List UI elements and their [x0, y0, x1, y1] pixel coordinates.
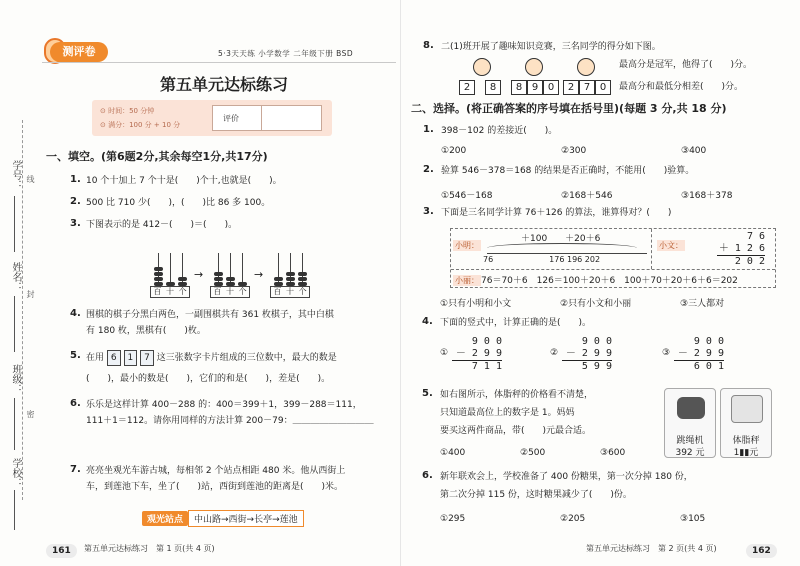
c5-option-1[interactable]: ①400 [440, 448, 466, 458]
scale-icon [731, 395, 763, 423]
student-id-label: 学号： [10, 160, 21, 190]
product-jump-rope [664, 388, 716, 458]
c5-line3: 要买这两件商品，带( )元最合适。 [440, 426, 592, 436]
school-label: 学校： [10, 458, 21, 488]
abacus-1-hundreds: 百 [153, 287, 162, 296]
q6-number: 6. [70, 398, 81, 409]
abacus-2-tens: 十 [225, 287, 234, 296]
q8-line2: 最高分是冠军，他得了( )分。 [619, 60, 753, 70]
class-field[interactable] [14, 398, 15, 450]
xiaoli-method: 小丽： 76＝70＋6 126＝100＋20＋6 100＋70＋20＋6＋6＝202 [455, 276, 738, 286]
xiaowen-label: 小文： [659, 241, 683, 250]
xiaoming-ticks: 76 176 196 202 [483, 255, 601, 264]
product-body-scale [720, 388, 772, 458]
q4-line2: 有 180 枚，黑棋有( )枚。 [86, 326, 206, 336]
abacus-1-tens: 十 [165, 287, 174, 296]
q5-line2: ( )，最小的数是( )，它们的和是( )，差是( )。 [86, 374, 331, 384]
q5-number: 5. [70, 350, 81, 361]
arrow-icon: → [194, 268, 204, 281]
c6-line1: 新年联欢会上，学校准备了 400 份糖果，第一次分掉 180 份， [440, 472, 693, 482]
c3-number: 3. [423, 206, 434, 217]
page-number-left: 161 [46, 544, 77, 558]
product-price: 392 元 [675, 448, 705, 458]
route-sign [142, 510, 304, 527]
school-field[interactable] [14, 490, 15, 530]
score-digit: 2 [563, 80, 579, 95]
c1-option-1[interactable]: ①200 [441, 146, 467, 156]
c5-option-2[interactable]: ②500 [520, 448, 546, 458]
q5-line1 [86, 350, 337, 366]
abacus-2 [210, 240, 250, 298]
c5-option-3[interactable]: ③600 [600, 448, 626, 458]
evaluation-label: 评价 [223, 114, 239, 123]
evaluation-box[interactable] [212, 105, 322, 131]
footer-left: 第五单元达标练习 第 1 页(共 4 页) [84, 544, 215, 553]
evaluation-divider [261, 106, 262, 130]
name-label: 姓名： [10, 262, 21, 292]
c6-option-2[interactable]: ②205 [560, 514, 586, 524]
c2-option-3[interactable]: ③168＋378 [681, 191, 733, 201]
c1-number: 1. [423, 124, 434, 135]
c6-line2: 第二次分掉 115 份，这时糖果减少了( )份。 [440, 490, 632, 500]
xiaoming-jumps: ＋100 ＋20＋6 [521, 234, 601, 244]
seal-mark-line: 线 [26, 175, 35, 183]
product-name: 体脂秤 [732, 436, 760, 446]
product-price: 1▮▮元 [733, 448, 759, 458]
score-digit: 8 [485, 80, 501, 95]
c6-option-3[interactable]: ③105 [680, 514, 706, 524]
c4-vertical-2: 9 0 0 － 2 9 9 5 9 9 [562, 336, 612, 373]
c3-option-3[interactable]: ③三人都对 [680, 299, 725, 309]
seal-mark-secret: 密 [26, 410, 35, 418]
c2-number: 2. [423, 164, 434, 175]
product-name: 跳绳机 [676, 436, 704, 446]
score-digit: 8 [511, 80, 527, 95]
q6-line1: 乐乐是这样计算 400－288 的：400＝399＋1，399－288＝111， [86, 400, 362, 410]
q5-suffix: 这三张数字卡片组成的三位数中，最大的数是 [156, 353, 337, 363]
arrow-icon: → [254, 268, 264, 281]
c2-text: 验算 546－378＝168 的结果是否正确时，不能用( )验算。 [441, 166, 695, 176]
abacus-3-ones: 个 [298, 287, 307, 296]
abacus-3-tens: 十 [285, 287, 294, 296]
score-digit: 0 [543, 80, 559, 95]
route-tag: 观光站点 [142, 511, 188, 526]
digit-card-1: 1 [124, 350, 138, 366]
test-badge: 测评卷 [50, 42, 108, 62]
abacus-2-ones: 个 [238, 287, 247, 296]
jump-rope-machine-icon [677, 397, 705, 419]
c2-option-2[interactable]: ②168＋546 [561, 191, 613, 201]
q4-number: 4. [70, 308, 81, 319]
c4-option-1-label[interactable]: ① [440, 348, 449, 358]
c4-option-2-label[interactable]: ② [550, 348, 559, 358]
q1-text: 10 个十加上 7 个十是( )个十,也就是( )。 [86, 176, 282, 186]
c5-line2: 只知道最高位上的数字是 1。妈妈 [440, 408, 575, 418]
c4-text: 下面的竖式中，计算正确的是( )。 [440, 318, 592, 328]
q2-number: 2. [70, 196, 81, 207]
c5-line1: 如右图所示，体脂秤的价格看不清楚， [440, 390, 594, 400]
c1-option-2[interactable]: ②300 [561, 146, 587, 156]
c4-option-3-label[interactable]: ③ [662, 348, 671, 358]
c4-vertical-3: 9 0 0 － 2 9 9 6 0 1 [674, 336, 724, 373]
score-digit: 2 [459, 80, 475, 95]
score-digit: 0 [595, 80, 611, 95]
score-digit: 9 [527, 80, 543, 95]
footer-right: 第五单元达标练习 第 2 页(共 4 页) [586, 544, 717, 553]
c6-option-1[interactable]: ①295 [440, 514, 466, 524]
q2-text: 500 比 710 少( )，( )比 86 多 100。 [86, 198, 271, 208]
header-rule [42, 62, 396, 63]
c1-option-3[interactable]: ③400 [681, 146, 707, 156]
page-number-right: 162 [746, 544, 777, 558]
c2-option-1[interactable]: ①546－168 [441, 191, 493, 201]
abacus-3-hundreds: 百 [273, 287, 282, 296]
q7-number: 7. [70, 464, 81, 475]
name-field[interactable] [14, 296, 15, 352]
c1-text: 398－102 的差接近( )。 [441, 126, 558, 136]
section-2-heading: 二、选择。(将正确答案的序号填在括号里)(每题 3 分,共 18 分) [411, 102, 727, 115]
abacus-1-ones: 个 [178, 287, 187, 296]
c3-option-1[interactable]: ①只有小明和小文 [440, 299, 512, 309]
c4-vertical-1: 9 0 0 － 2 9 9 7 1 1 [452, 336, 502, 373]
abacus-1 [150, 240, 190, 298]
section-1-heading: 一、填空。(第6题2分,其余每空1分,共17分) [46, 150, 268, 163]
q3-text: 下图表示的是 412－( )＝( )。 [86, 220, 238, 230]
c3-option-2[interactable]: ②只有小文和小丽 [560, 299, 632, 309]
score-info: ⊙ 满分：100 分 + 10 分 [100, 121, 181, 129]
c4-number: 4. [422, 316, 433, 327]
xiaowen-vertical: 7 6 ＋ 1 2 6 2 0 2 [718, 231, 765, 267]
q3-number: 3. [70, 218, 81, 229]
c6-number: 6. [422, 470, 433, 481]
q7-line2: 车，到莲池下车，坐了( )站，西街到莲池的距离是( )米。 [86, 482, 344, 492]
score-digit: 7 [579, 80, 595, 95]
abacus-2-hundreds: 百 [213, 287, 222, 296]
digit-card-7: 7 [140, 350, 154, 366]
q1-number: 1. [70, 174, 81, 185]
q4-line1: 围棋的棋子分黑白两色，一副围棋共有 361 枚棋子，其中白棋 [86, 310, 334, 320]
route-path: 中山路→西街→长亭→莲池 [188, 510, 304, 527]
q7-line1: 亮亮坐观光车游古城，每相邻 2 个站点相距 480 米。他从西街上 [86, 466, 346, 476]
q6-line2: 111＋1＝112。请你用同样的方法计算 200－79：＿＿＿＿＿＿＿＿＿ [86, 416, 374, 426]
series-header: 5·3天天练 小学数学 二年级下册 BSD [218, 49, 354, 58]
digit-card-6: 6 [107, 350, 121, 366]
binding-margin [0, 0, 46, 566]
abacus-3 [270, 240, 310, 298]
page-title: 第五单元达标练习 [160, 75, 289, 94]
time-info: ⊙ 时间：50 分钟 [100, 107, 155, 115]
student-id-field[interactable] [14, 196, 15, 252]
q8-line1: 二(1)班开展了趣味知识竞赛，三名同学的得分如下图。 [441, 42, 661, 52]
right-page-lower [400, 0, 800, 566]
class-label: 班级： [10, 364, 21, 394]
q5-prefix: 在用 [86, 353, 105, 363]
exam-info-box [92, 100, 332, 136]
c5-number: 5. [422, 388, 433, 399]
q8-number: 8. [423, 40, 434, 51]
seal-mark-seal: 封 [26, 290, 35, 298]
q8-line3: 最高分和最低分相差( )分。 [619, 82, 744, 92]
c3-text: 下面是三名同学计算 76＋126 的算法，谁算得对？( ) [441, 208, 672, 218]
xiaoming-label: 小明： [455, 241, 479, 250]
